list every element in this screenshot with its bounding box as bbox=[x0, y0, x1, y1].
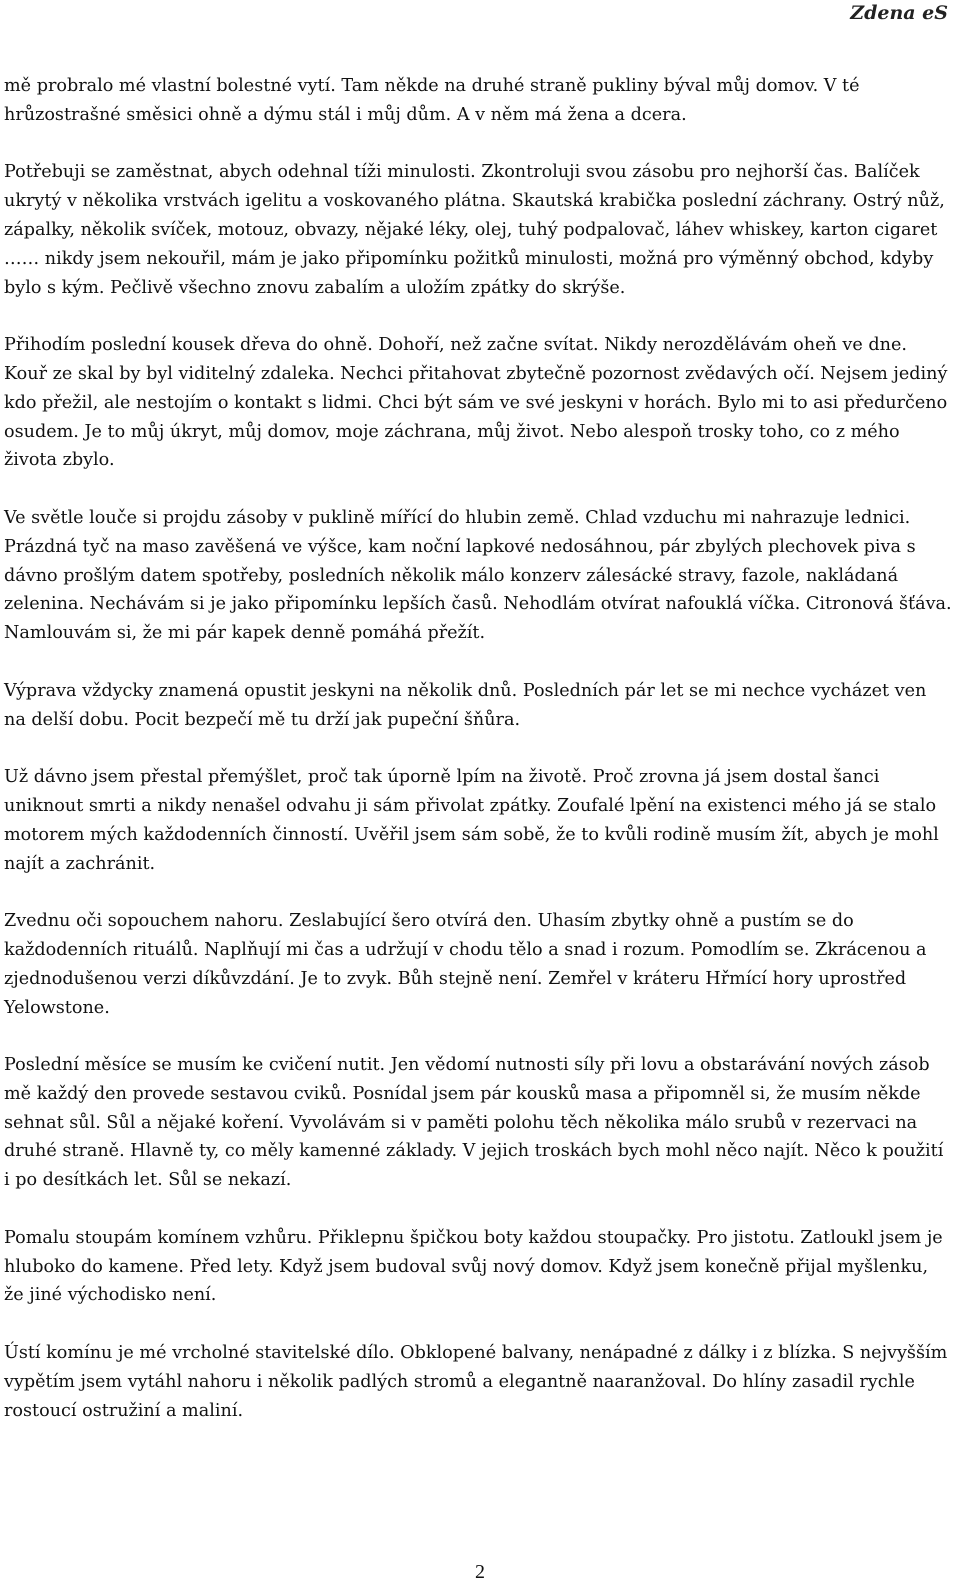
paragraph-4: Ve světle louče si projdu zásoby v puklině mířící do hlubin země. Chlad vzduchu mi nahrazuje lednici. Prázdná tyč na maso zavěšená ve výšce, kam noční lapkové nedosáhnou, pár zbylých plechovek piva s dávno prošlým datem spotřeby, posledních několik málo konzerv zálesácké stravy, fazole, nakládaná zelenina. Nechávám si je jako připomínku lepších časů. Nehodlám otvírat nafouklá víčka. Citronová šťáva. Namlouvám si, že mi pár kapek denně pomáhá přežít. bbox=[4, 507, 952, 644]
paragraph-9: Pomalu stoupám komínem vzhůru. Přiklepnu špičkou boty každou stoupačky. Pro jistotu. Zatloukl jsem je hluboko do kamene. Před lety. Když jsem budoval svůj nový domov. Když jsem konečně přijal myšlenku, že jiné východisko není. bbox=[4, 1227, 943, 1306]
paragraph-6: Už dávno jsem přestal přemýšlet, proč tak úporně lpím na životě. Proč zrovna já jsem dostal šanci uniknout smrti a nikdy nenašel odvahu ji sám přivolat zpátky. Zoufalé lpění na existenci mého já se stalo motorem mých každodenních činností. Uvěřil jsem sám sobě, že to kvůli rodině musím žít, abych je mohl najít a zachránit. bbox=[4, 767, 939, 874]
paragraph-8: Poslední měsíce se musím ke cvičení nutit. Jen vědomí nutnosti síly při lovu a obstarávání nových zásob mě každý den provede sestavou cviků. Posnídal jsem pár kousků masa a připomněl si, že musím někde sehnat sůl. Sůl a nějaké koření. Vyvolávám si v paměti polohu těch několika málo srubů v rezervaci na druhé straně. Hlavně ty, co měly kamenné základy. V jejich troskách bych mohl něco najít. Něco k použití i po desítkách let. Sůl se nekazí. bbox=[4, 1055, 944, 1191]
header-author: Zdena eS bbox=[850, 2, 948, 24]
paragraph-1: mě probralo mé vlastní bolestné vytí. Tam někde na druhé straně pukliny býval můj domov. V té hrůzostrašné směsici ohně a dýmu stál i můj dům. A v něm má žena a dcera. bbox=[4, 76, 860, 125]
paragraph-10: Ústí komínu je mé vrcholné stavitelské dílo. Obklopené balvany, nenápadné z dálky i z blízka. S nejvyšším vypětím jsem vytáhl nahoru i několik padlých stromů a elegantně naaranžoval. Do hlíny zasadil rychle rostoucí ostružiní a maliní. bbox=[4, 1343, 948, 1421]
paragraph-5: Výprava vždycky znamená opustit jeskyni na několik dnů. Posledních pár let se mi nechce vycházet ven na delší dobu. Pocit bezpečí mě tu drží jak pupeční šňůra. bbox=[4, 680, 927, 730]
paragraph-2: Potřebuji se zaměstnat, abych odehnal tíži minulosti. Zkontroluji svou zásobu pro nejhorší čas. Balíček ukrytý v několika vrstvách igelitu a voskovaného plátna. Skautská krabička poslední záchrany. Ostrý nůž, zápalky, několik svíček, motouz, obvazy, nějaké léky, olej, tuhý podpalovač, láhev whiskey, karton cigaret …… nikdy jsem nekouřil, mám je jako připomínku požitků minulosti, možná pro výměnný obchod, kdyby bylo s kým. Pečlivě všechno znovu zabalím a uložím zpátky do skrýše. bbox=[4, 162, 945, 298]
paragraph-7: Zvednu oči sopouchem nahoru. Zeslabující šero otvírá den. Uhasím zbytky ohně a pustím se do každodenních rituálů. Naplňují mi čas a udržují v chodu tělo a snad i rozum. Pomodlím se. Zkrácenou a zjednodušenou verzi díkůvzdání. Je to zvyk. Bůh stejně není. Zemřel v kráteru Hřmící hory uprostřed Yelowstone. bbox=[4, 911, 927, 1018]
paragraph-3: Přihodím poslední kousek dřeva do ohně. Dohoří, než začne svítat. Nikdy nerozdělávám oheň ve dne. Kouř ze skal by byl viditelný zdaleka. Nechci přitahovat zbytečně pozornost zvědavých očí. Nejsem jediný kdo přežil, ale nestojím o kontakt s lidmi. Chci být sám ve své jeskyni v horách. Bylo mi to asi předurčeno osudem. Je to můj úkryt, můj domov, moje záchrana, můj život. Nebo alespoň trosky toho, co z mého života zbylo. bbox=[4, 335, 948, 471]
page-number: 2 bbox=[475, 1561, 485, 1583]
document-body bbox=[4, 72, 952, 1454]
